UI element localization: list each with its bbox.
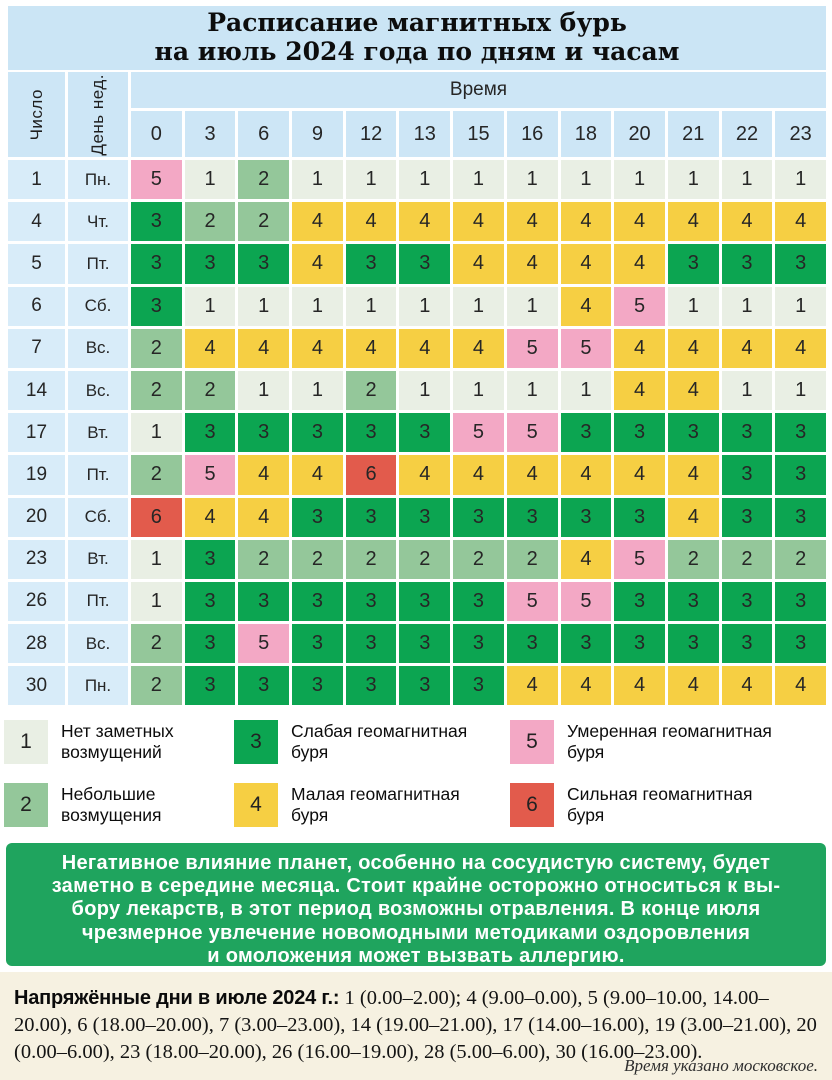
legend-label: [567, 721, 772, 763]
storm-level-cell: 3: [775, 455, 826, 494]
date-cell: 6: [8, 287, 65, 326]
storm-level-cell: 3: [722, 413, 773, 452]
storm-level-cell: 4: [346, 202, 397, 241]
storm-level-cell: 4: [238, 329, 289, 368]
storm-level-cell: 3: [292, 498, 343, 537]
legend-label-line: Небольшие: [61, 783, 156, 804]
storm-level-cell: 4: [668, 498, 719, 537]
storm-level-cell: 4: [185, 329, 236, 368]
legend-label-line: буря: [291, 804, 329, 825]
legend-swatch: 4: [234, 783, 278, 827]
storm-level-cell: 5: [131, 160, 182, 199]
storm-level-cell: 3: [238, 244, 289, 283]
storm-level-cell: 3: [185, 540, 236, 579]
storm-level-cell: 3: [292, 666, 343, 705]
storm-level-cell: 5: [185, 455, 236, 494]
legend-item: [510, 714, 828, 769]
storm-level-cell: 1: [614, 160, 665, 199]
storm-level-cell: 3: [775, 582, 826, 621]
storm-level-cell: 3: [292, 413, 343, 452]
storm-level-cell: 2: [507, 540, 558, 579]
storm-level-cell: 1: [561, 371, 612, 410]
storm-level-cell: 4: [614, 455, 665, 494]
hour-label: 22: [722, 111, 773, 157]
storm-level-cell: 4: [722, 202, 773, 241]
storm-level-cell: 5: [238, 624, 289, 663]
banner-text-line: бору лекарств, в этот период возможны отравления. В конце июля: [71, 898, 761, 921]
storm-level-cell: 1: [131, 413, 182, 452]
storm-level-cell: 3: [507, 624, 558, 663]
storm-level-cell: 2: [185, 371, 236, 410]
storm-level-cell: 4: [561, 540, 612, 579]
storm-level-cell: 2: [399, 540, 450, 579]
storm-level-cell: 3: [722, 244, 773, 283]
storm-level-cell: 3: [775, 498, 826, 537]
storm-level-cell: 5: [453, 413, 504, 452]
storm-level-cell: 3: [453, 666, 504, 705]
legend-swatch: 1: [4, 720, 48, 764]
storm-level-cell: 1: [453, 371, 504, 410]
storm-level-cell: 3: [614, 413, 665, 452]
legend-label-line: возмущений: [61, 741, 162, 762]
storm-level-cell: 4: [561, 244, 612, 283]
day-cell: Пн.: [68, 160, 128, 199]
day-cell: Вс.: [68, 329, 128, 368]
storm-level-cell: 3: [775, 413, 826, 452]
storm-level-cell: 4: [507, 202, 558, 241]
storm-level-cell: 5: [507, 582, 558, 621]
day-cell: Пт.: [68, 455, 128, 494]
legend-swatch: 3: [234, 720, 278, 764]
forecast-banner: [6, 843, 826, 966]
hour-label: 6: [238, 111, 289, 157]
storm-level-cell: 1: [668, 287, 719, 326]
storm-level-cell: 3: [346, 624, 397, 663]
storm-level-cell: 3: [131, 244, 182, 283]
date-cell: 20: [8, 498, 65, 537]
storm-level-cell: 2: [131, 624, 182, 663]
banner-text-line: заметно в середине месяца. Стоит крайне осторожно относиться к вы-: [51, 875, 781, 898]
legend-swatch: 5: [510, 720, 554, 764]
storm-level-cell: 3: [453, 624, 504, 663]
banner-text-line: чрезмерное увлечение новомодными методиками оздоровления: [81, 921, 751, 944]
storm-level-cell: 2: [775, 540, 826, 579]
date-cell: 14: [8, 371, 65, 410]
storm-level-cell: 3: [185, 413, 236, 452]
storm-level-cell: 4: [399, 329, 450, 368]
day-cell: Вс.: [68, 624, 128, 663]
storm-table: [8, 72, 826, 705]
legend-label: [61, 721, 174, 763]
storm-level-cell: 4: [292, 455, 343, 494]
storm-level-cell: 2: [131, 371, 182, 410]
hour-label: 0: [131, 111, 182, 157]
day-cell: Пт.: [68, 244, 128, 283]
storm-level-cell: 3: [453, 498, 504, 537]
storm-level-cell: 2: [238, 160, 289, 199]
storm-level-cell: 5: [614, 287, 665, 326]
legend-label-line: Умеренная геомагнитная: [567, 720, 772, 741]
storm-level-cell: 4: [722, 329, 773, 368]
storm-level-cell: 3: [346, 666, 397, 705]
legend-label: [291, 721, 467, 763]
storm-level-cell: 3: [775, 624, 826, 663]
storm-level-cell: 3: [185, 666, 236, 705]
storm-level-cell: 4: [238, 455, 289, 494]
moscow-time-note: Время указано московское.: [624, 1056, 818, 1075]
legend-label-line: возмущения: [61, 804, 162, 825]
storm-level-cell: 1: [238, 287, 289, 326]
storm-level-cell: 4: [292, 244, 343, 283]
storm-level-cell: 3: [668, 413, 719, 452]
storm-level-cell: 3: [346, 244, 397, 283]
storm-level-cell: 2: [131, 666, 182, 705]
storm-level-cell: 2: [668, 540, 719, 579]
storm-level-cell: 4: [668, 371, 719, 410]
banner-text-line: Негативное влияние планет, особенно на сосудистую систему, будет: [61, 852, 771, 874]
hour-label: 20: [614, 111, 665, 157]
storm-level-cell: 4: [614, 202, 665, 241]
storm-level-cell: 4: [399, 455, 450, 494]
storm-level-cell: 1: [346, 160, 397, 199]
date-cell: 28: [8, 624, 65, 663]
storm-level-cell: 4: [614, 666, 665, 705]
storm-level-cell: 3: [292, 624, 343, 663]
title-line-1: Расписание магнитных бурь: [207, 8, 627, 37]
hour-label: 9: [292, 111, 343, 157]
storm-level-cell: 3: [399, 498, 450, 537]
storm-level-cell: 1: [131, 540, 182, 579]
page-title: [8, 6, 826, 70]
legend-label-line: буря: [291, 741, 329, 762]
storm-level-cell: 3: [453, 582, 504, 621]
storm-level-cell: 4: [561, 287, 612, 326]
date-cell: 7: [8, 329, 65, 368]
storm-level-cell: 4: [722, 666, 773, 705]
date-cell: 19: [8, 455, 65, 494]
storm-level-cell: 4: [453, 244, 504, 283]
storm-level-cell: 4: [668, 202, 719, 241]
storm-level-cell: 5: [561, 582, 612, 621]
date-cell: 5: [8, 244, 65, 283]
storm-level-cell: 4: [453, 329, 504, 368]
storm-level-cell: 1: [185, 287, 236, 326]
date-cell: 17: [8, 413, 65, 452]
storm-level-cell: 3: [238, 582, 289, 621]
storm-level-cell: 3: [185, 582, 236, 621]
storm-level-cell: 3: [131, 202, 182, 241]
storm-level-cell: 2: [185, 202, 236, 241]
legend: [4, 714, 828, 832]
storm-level-cell: 4: [292, 202, 343, 241]
hour-label: 3: [185, 111, 236, 157]
storm-level-cell: 5: [507, 329, 558, 368]
storm-level-cell: 4: [507, 455, 558, 494]
hour-label: 18: [561, 111, 612, 157]
hour-label: 16: [507, 111, 558, 157]
stressful-days-intro: Напряжённые дни в июле 2024 г.:: [14, 987, 340, 1009]
storm-level-cell: 3: [238, 413, 289, 452]
storm-level-cell: 4: [614, 244, 665, 283]
storm-level-cell: 1: [561, 160, 612, 199]
legend-label: [291, 784, 460, 826]
storm-level-cell: 3: [346, 413, 397, 452]
storm-level-cell: 3: [561, 498, 612, 537]
storm-level-cell: 1: [292, 287, 343, 326]
storm-level-cell: 3: [185, 624, 236, 663]
storm-level-cell: 4: [561, 455, 612, 494]
storm-level-cell: 1: [399, 160, 450, 199]
storm-level-cell: 1: [131, 582, 182, 621]
stressful-days-text: [14, 985, 818, 1066]
date-column-label: Число: [26, 88, 46, 141]
storm-level-cell: 2: [453, 540, 504, 579]
storm-level-cell: 1: [185, 160, 236, 199]
storm-level-cell: 3: [399, 582, 450, 621]
storm-level-cell: 3: [399, 666, 450, 705]
date-cell: 1: [8, 160, 65, 199]
storm-level-cell: 4: [775, 202, 826, 241]
storm-level-cell: 1: [507, 160, 558, 199]
storm-level-cell: 1: [292, 371, 343, 410]
date-cell: 4: [8, 202, 65, 241]
storm-level-cell: 3: [722, 582, 773, 621]
day-cell: Сб.: [68, 287, 128, 326]
storm-level-cell: 1: [453, 160, 504, 199]
storm-level-cell: 4: [775, 329, 826, 368]
storm-level-cell: 3: [507, 498, 558, 537]
storm-level-cell: 4: [507, 666, 558, 705]
storm-level-cell: 3: [614, 624, 665, 663]
storm-level-cell: 4: [614, 329, 665, 368]
legend-label: [61, 784, 162, 826]
storm-level-cell: 6: [346, 455, 397, 494]
storm-level-cell: 4: [561, 202, 612, 241]
storm-level-cell: 1: [346, 287, 397, 326]
legend-label-line: Нет заметных: [61, 720, 174, 741]
storm-level-cell: 1: [292, 160, 343, 199]
storm-level-cell: 3: [185, 244, 236, 283]
legend-item: [4, 777, 234, 832]
storm-level-cell: 4: [614, 371, 665, 410]
hour-label: 23: [775, 111, 826, 157]
storm-level-cell: 1: [238, 371, 289, 410]
storm-level-cell: 1: [399, 287, 450, 326]
day-column-header: [68, 72, 128, 157]
title-line-2: на июль 2024 года по дням и часам: [154, 37, 680, 66]
storm-level-cell: 3: [668, 624, 719, 663]
legend-label-line: Сильная геомагнитная: [567, 783, 753, 804]
storm-level-cell: 4: [346, 329, 397, 368]
storm-level-cell: 5: [614, 540, 665, 579]
legend-swatch: 6: [510, 783, 554, 827]
legend-item: [4, 714, 234, 769]
storm-level-cell: 5: [507, 413, 558, 452]
storm-level-cell: 1: [722, 371, 773, 410]
hour-label: 12: [346, 111, 397, 157]
day-column-label: День нед.: [88, 73, 107, 156]
storm-level-cell: 1: [775, 160, 826, 199]
legend-label-line: Слабая геомагнитная: [291, 720, 468, 741]
storm-level-cell: 4: [453, 455, 504, 494]
day-cell: Сб.: [68, 498, 128, 537]
storm-level-cell: 1: [507, 371, 558, 410]
storm-level-cell: 4: [453, 202, 504, 241]
storm-level-cell: 3: [399, 413, 450, 452]
time-header: Время: [131, 72, 826, 108]
storm-level-cell: 3: [668, 244, 719, 283]
storm-level-cell: 2: [238, 202, 289, 241]
legend-label-line: буря: [567, 741, 605, 762]
storm-level-cell: 3: [561, 413, 612, 452]
legend-label: [567, 784, 752, 826]
storm-level-cell: 3: [722, 624, 773, 663]
legend-item: [234, 777, 510, 832]
storm-level-cell: 1: [775, 287, 826, 326]
storm-level-cell: 4: [507, 244, 558, 283]
day-cell: Чт.: [68, 202, 128, 241]
storm-level-cell: 1: [399, 371, 450, 410]
stressful-days-schedule: 1 (0.00–2.00); 4 (9.00–0.00), 5 (9.00–10.00, 14.00–20.00), 6 (18.00–20.00), 7 (3.00–23.00), 14 (19.00–21.00), 17 (14.00–16.00), 19 (3.00–21.00), 20 (0.00–6.00), 23 (18.00–20.00), 26 (16.00–19.00), 28 (5.00–6.00), 30 (16.00–23.00).: [14, 987, 817, 1063]
storm-level-cell: 3: [775, 244, 826, 283]
storm-level-cell: 2: [131, 329, 182, 368]
storm-level-cell: 3: [131, 287, 182, 326]
hour-label: 21: [668, 111, 719, 157]
storm-level-cell: 5: [561, 329, 612, 368]
storm-level-cell: 3: [614, 582, 665, 621]
storm-level-cell: 2: [292, 540, 343, 579]
storm-level-cell: 3: [668, 582, 719, 621]
storm-level-cell: 1: [507, 287, 558, 326]
storm-level-cell: 4: [292, 329, 343, 368]
storm-level-cell: 3: [238, 666, 289, 705]
hour-label: 13: [399, 111, 450, 157]
storm-level-cell: 3: [346, 498, 397, 537]
storm-level-cell: 1: [722, 287, 773, 326]
legend-swatch: 2: [4, 783, 48, 827]
storm-level-cell: 2: [346, 540, 397, 579]
day-cell: Вт.: [68, 540, 128, 579]
storm-level-cell: 4: [668, 455, 719, 494]
storm-level-cell: 1: [453, 287, 504, 326]
storm-level-cell: 3: [614, 498, 665, 537]
legend-label-line: буря: [567, 804, 605, 825]
storm-level-cell: 1: [722, 160, 773, 199]
legend-item: [510, 777, 828, 832]
storm-level-cell: 4: [561, 666, 612, 705]
storm-level-cell: 3: [722, 498, 773, 537]
date-cell: 26: [8, 582, 65, 621]
storm-level-cell: 3: [346, 582, 397, 621]
banner-text-line: и омоложения может вызвать аллергию.: [207, 944, 625, 967]
date-column-header: [8, 72, 65, 157]
storm-level-cell: 3: [399, 624, 450, 663]
storm-level-cell: 6: [131, 498, 182, 537]
storm-level-cell: 4: [185, 498, 236, 537]
storm-level-cell: 2: [131, 455, 182, 494]
storm-level-cell: 4: [399, 202, 450, 241]
storm-level-cell: 2: [722, 540, 773, 579]
storm-level-cell: 4: [668, 666, 719, 705]
footer: [0, 972, 832, 1080]
storm-level-cell: 3: [399, 244, 450, 283]
day-cell: Пн.: [68, 666, 128, 705]
storm-level-cell: 4: [775, 666, 826, 705]
day-cell: Пт.: [68, 582, 128, 621]
storm-level-cell: 3: [292, 582, 343, 621]
day-cell: Вт.: [68, 413, 128, 452]
storm-level-cell: 2: [238, 540, 289, 579]
storm-level-cell: 3: [722, 455, 773, 494]
storm-level-cell: 1: [668, 160, 719, 199]
storm-level-cell: 4: [668, 329, 719, 368]
legend-label-line: Малая геомагнитная: [291, 783, 460, 804]
date-cell: 23: [8, 540, 65, 579]
storm-level-cell: 2: [346, 371, 397, 410]
day-cell: Вс.: [68, 371, 128, 410]
hour-label: 15: [453, 111, 504, 157]
storm-level-cell: 1: [775, 371, 826, 410]
legend-item: [234, 714, 510, 769]
storm-level-cell: 4: [238, 498, 289, 537]
storm-level-cell: 3: [561, 624, 612, 663]
date-cell: 30: [8, 666, 65, 705]
